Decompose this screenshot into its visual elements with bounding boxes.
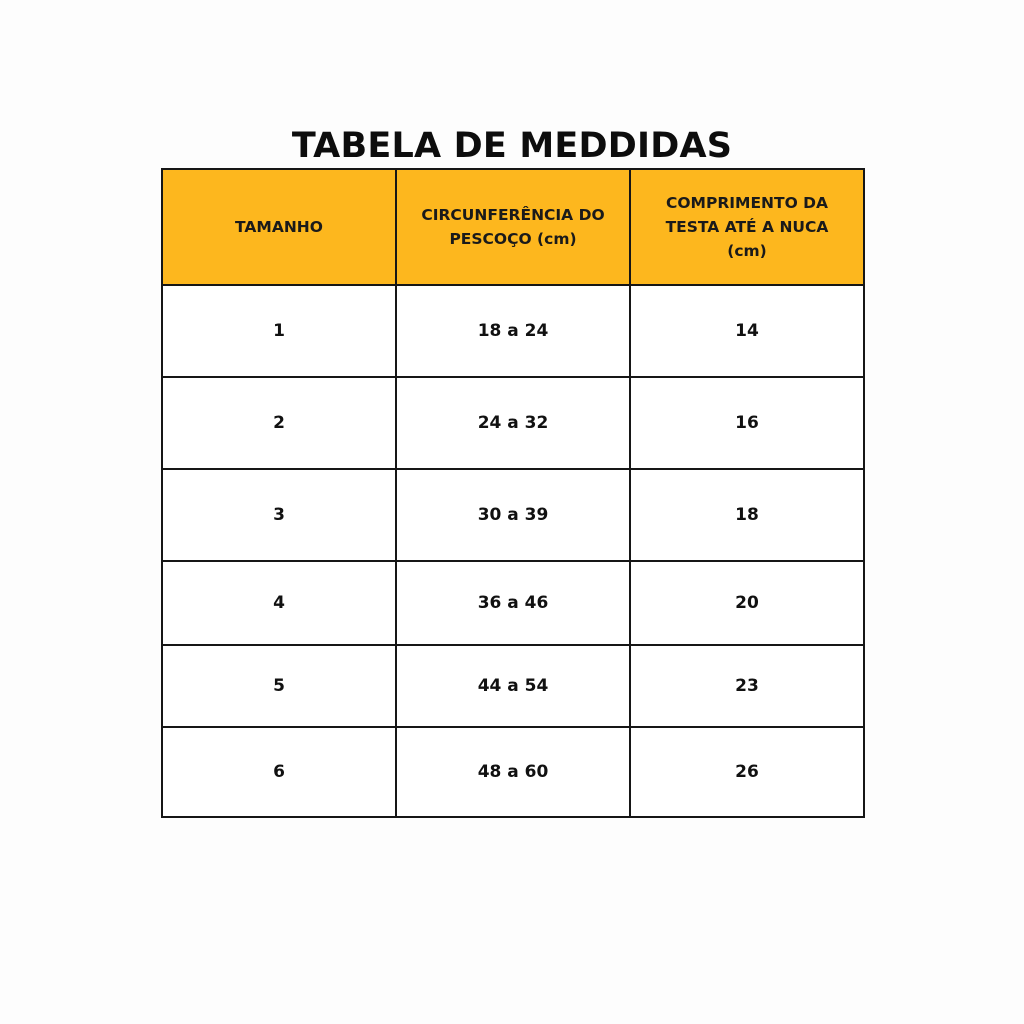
size-table — [161, 168, 865, 818]
cell-size: 6 — [162, 727, 396, 817]
table-row — [162, 377, 864, 469]
cell-neck-circumference: 30 a 39 — [396, 469, 630, 561]
cell-neck-circumference: 18 a 24 — [396, 285, 630, 377]
cell-length: 23 — [630, 645, 864, 727]
cell-neck-circumference: 44 a 54 — [396, 645, 630, 727]
cell-neck-circumference: 24 a 32 — [396, 377, 630, 469]
cell-neck-circumference: 48 a 60 — [396, 727, 630, 817]
table-row — [162, 645, 864, 727]
cell-length: 16 — [630, 377, 864, 469]
page-title: TABELA DE MEDDIDAS — [291, 126, 733, 166]
cell-size: 5 — [162, 645, 396, 727]
cell-length: 26 — [630, 727, 864, 817]
table-body — [162, 285, 864, 817]
header-forehead-to-nape-length: COMPRIMENTO DA TESTA ATÉ A NUCA (cm) — [630, 169, 864, 285]
header-neck-circumference: CIRCUNFERÊNCIA DO PESCOÇO (cm) — [396, 169, 630, 285]
cell-neck-circumference: 36 a 46 — [396, 561, 630, 645]
table-header — [162, 169, 864, 285]
header-size: TAMANHO — [162, 169, 396, 285]
cell-size: 2 — [162, 377, 396, 469]
cell-size: 4 — [162, 561, 396, 645]
table-row — [162, 285, 864, 377]
cell-size: 1 — [162, 285, 396, 377]
table-row — [162, 469, 864, 561]
cell-size: 3 — [162, 469, 396, 561]
cell-length: 14 — [630, 285, 864, 377]
cell-length: 20 — [630, 561, 864, 645]
table-row — [162, 727, 864, 817]
table-row — [162, 561, 864, 645]
header-row — [162, 169, 864, 285]
cell-length: 18 — [630, 469, 864, 561]
